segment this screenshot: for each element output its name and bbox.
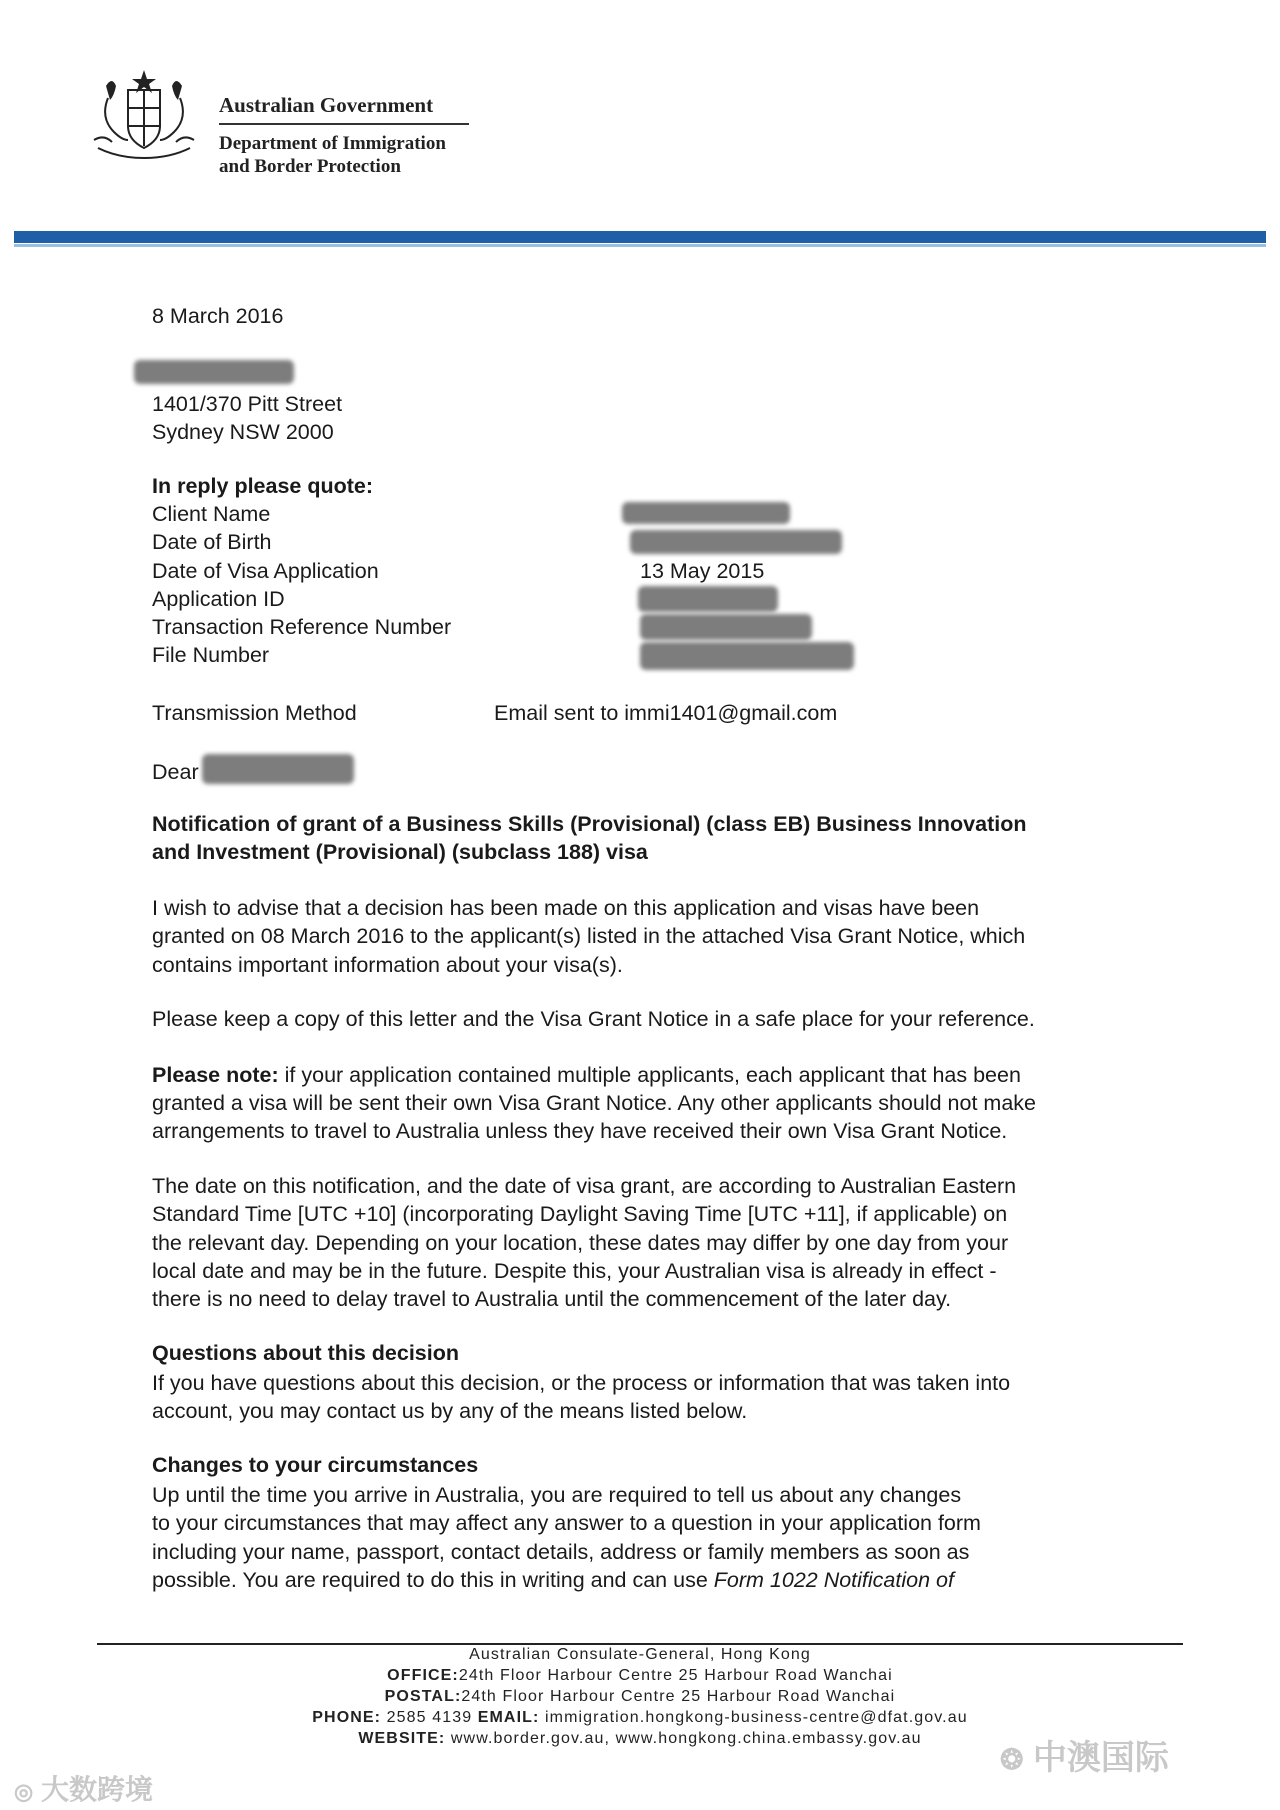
reply-label-application-id: Application ID [152, 587, 285, 611]
paragraph-4-line5: there is no need to delay travel to Australia until the commencement of the later day. [152, 1287, 952, 1311]
letterhead-divider [219, 123, 469, 125]
watermark-left [14, 1768, 153, 1808]
coat-of-arms-logo [88, 68, 200, 168]
paragraph-6-line4-text: possible. You are required to do this in writing and can use [152, 1568, 714, 1592]
redacted-file-number [640, 642, 854, 670]
heading-questions: Questions about this decision [152, 1341, 460, 1365]
footer-office-label: OFFICE: [387, 1667, 459, 1684]
footer-contact [0, 1708, 1280, 1729]
paragraph-3-line3: arrangements to travel to Australia unless they have received their own Visa Grant Notice. [152, 1119, 1008, 1143]
paragraph-4-line2: Standard Time [UTC +10] (incorporating Daylight Saving Time [UTC +11], if applicable) on [152, 1202, 1008, 1226]
wechat-icon: ❂ [1000, 1744, 1024, 1775]
subject-line1: Notification of grant of a Business Skills (Provisional) (class EB) Business Innovation [152, 812, 1027, 836]
paragraph-6-line2: to your circumstances that may affect any answer to a question in your application form [152, 1511, 981, 1535]
watermark-right-text: 中澳国际 [1032, 1739, 1169, 1777]
agency-name-line1: Australian Government [219, 93, 434, 117]
header-blue-rule [14, 231, 1266, 243]
reply-value-visa-application-date: 13 May 2015 [640, 559, 765, 583]
paragraph-5-line2: account, you may contact us by any of the means listed below. [152, 1399, 748, 1423]
watermark-right [1000, 1730, 1169, 1779]
footer-postal-address [0, 1687, 1280, 1708]
paragraph-1-line3: contains important information about your visa(s). [152, 953, 623, 977]
letter-date: 8 March 2016 [152, 304, 284, 328]
redacted-dob [630, 530, 842, 554]
paragraph-6-line1: Up until the time you arrive in Australia, you are required to tell us about any changes [152, 1483, 962, 1507]
redacted-transaction-ref [640, 614, 812, 640]
watermark-left-text: 大数跨境 [40, 1774, 153, 1805]
paragraph-1-line1: I wish to advise that a decision has been made on this application and visas have been [152, 896, 980, 920]
footer-phone-label: PHONE: [312, 1709, 382, 1726]
footer-email-label: EMAIL: [477, 1709, 540, 1726]
footer-postal-value: 24th Floor Harbour Centre 25 Harbour Road Wanchai [461, 1688, 896, 1705]
redacted-application-id [638, 586, 778, 612]
reply-label-transaction-ref: Transaction Reference Number [152, 615, 452, 639]
paragraph-4-line4: local date and may be in the future. Despite this, your Australian visa is already in effect - [152, 1259, 997, 1283]
salutation: Dear [152, 760, 199, 784]
redacted-addressee-name [202, 754, 354, 784]
footer-phone-value: 2585 4139 [381, 1709, 478, 1726]
footer-office-address [0, 1666, 1280, 1687]
please-note-label: Please note: [152, 1063, 279, 1087]
watermark-logo-icon: ◎ [14, 1779, 34, 1804]
paragraph-3-line1-text: if your application contained multiple applicants, each applicant that has been [278, 1063, 1021, 1087]
transmission-method-label: Transmission Method [152, 701, 357, 725]
paragraph-6-line3: including your name, passport, contact details, address or family members as soon as [152, 1540, 970, 1564]
heading-changes: Changes to your circumstances [152, 1453, 479, 1477]
paragraph-1-line2: granted on 08 March 2016 to the applicant(s) listed in the attached Visa Grant Notice, which [152, 924, 1026, 948]
paragraph-4-line1: The date on this notification, and the date of visa grant, are according to Australian Eastern [152, 1174, 1017, 1198]
paragraph-3-line1 [152, 1061, 1021, 1090]
redacted-client-name [622, 502, 790, 524]
header-light-rule [14, 244, 1266, 247]
reply-label-visa-application-date: Date of Visa Application [152, 559, 379, 583]
reply-heading: In reply please quote: [152, 474, 374, 498]
footer-website-value: www.border.gov.au, www.hongkong.china.embassy.gov.au [445, 1730, 922, 1747]
footer-website-label: WEBSITE: [358, 1730, 446, 1747]
transmission-method-value: Email sent to immi1401@gmail.com [494, 701, 838, 725]
paragraph-4-line3: the relevant day. Depending on your location, these dates may differ by one day from your [152, 1231, 1009, 1255]
paragraph-2: Please keep a copy of this letter and the Visa Grant Notice in a safe place for your reference. [152, 1007, 1035, 1031]
address-line2: Sydney NSW 2000 [152, 420, 334, 444]
redacted-recipient-name [134, 360, 294, 384]
footer-email-value: immigration.hongkong-business-centre@dfat.gov.au [539, 1709, 968, 1726]
paragraph-3-line2: granted a visa will be sent their own Visa Grant Notice. Any other applicants should not make [152, 1091, 1036, 1115]
agency-name-line2: Department of Immigration [219, 133, 446, 154]
form-1022-reference: Form 1022 Notification of [713, 1568, 954, 1592]
footer-office-value: 24th Floor Harbour Centre 25 Harbour Road Wanchai [458, 1667, 893, 1684]
reply-label-file-number: File Number [152, 643, 270, 667]
footer-postal-label: POSTAL: [384, 1688, 462, 1705]
address-line1: 1401/370 Pitt Street [152, 392, 343, 416]
reply-label-client-name: Client Name [152, 502, 271, 526]
subject-line2: and Investment (Provisional) (subclass 188) visa [152, 840, 648, 864]
paragraph-6-line4 [152, 1566, 954, 1595]
paragraph-5-line1: If you have questions about this decision, or the process or information that was taken into [152, 1371, 1011, 1395]
agency-name-line3: and Border Protection [219, 156, 401, 177]
reply-label-dob: Date of Birth [152, 530, 272, 554]
footer-office-name: Australian Consulate-General, Hong Kong [469, 1646, 811, 1663]
